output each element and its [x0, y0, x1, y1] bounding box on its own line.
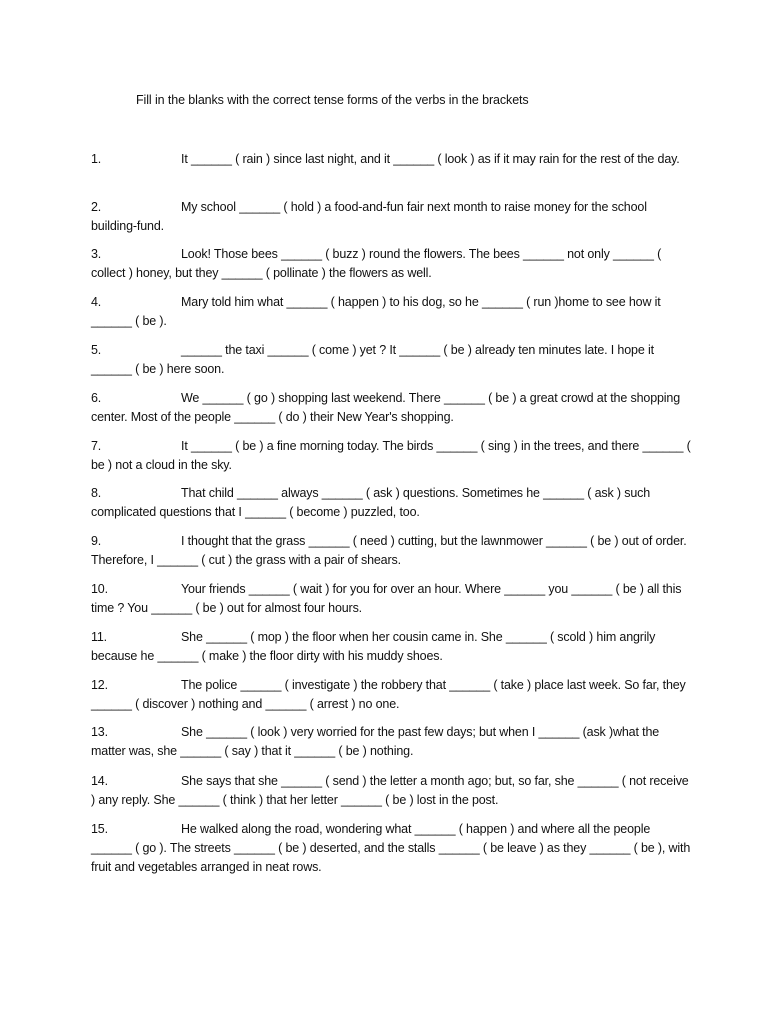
worksheet-instruction: Fill in the blanks with the correct tense forms of the verbs in the brackets — [136, 93, 529, 107]
question-text: It ______ ( be ) a fine morning today. The birds ______ ( sing ) in the trees, and there ______ ( be ) not a cloud in the sky. — [91, 439, 691, 472]
question-number: 14. — [91, 774, 108, 788]
question-item — [91, 245, 691, 283]
question-item — [91, 150, 691, 169]
question-item — [91, 820, 691, 877]
question-number: 13. — [91, 725, 108, 739]
question-text: Your friends ______ ( wait ) for you for over an hour. Where ______ you ______ ( be ) all this time ? You ______ ( be ) out for almost four hours. — [91, 582, 682, 615]
question-text: He walked along the road, wondering what ______ ( happen ) and where all the people ______ ( go ). The streets ______ ( be ) deserted, and the stalls ______ ( be leave ) as they ______ ( be ), with fruit and vegetables arranged in neat rows. — [91, 822, 691, 874]
question-text: She ______ ( look ) very worried for the past few days; but when I ______ (ask )what the matter was, she ______ ( say ) that it ______ ( be ) nothing. — [91, 725, 660, 758]
question-number: 12. — [91, 678, 108, 692]
question-text: Look! Those bees ______ ( buzz ) round the flowers. The bees ______ not only ______ ( collect ) honey, but they ______ ( pollinate ) the flowers as well. — [91, 247, 662, 280]
question-item — [91, 723, 691, 761]
question-number: 15. — [91, 822, 108, 836]
question-number: 11. — [91, 630, 107, 644]
question-number: 1. — [91, 152, 102, 166]
question-text: Mary told him what ______ ( happen ) to his dog, so he ______ ( run )home to see how it ______ ( be ). — [91, 295, 661, 328]
question-text: We ______ ( go ) shopping last weekend. There ______ ( be ) a great crowd at the shopping center. Most of the people ______ ( do ) their New Year's shopping. — [91, 391, 681, 424]
question-text: My school ______ ( hold ) a food-and-fun fair next month to raise money for the school building-fund. — [91, 200, 647, 233]
question-item — [91, 628, 691, 666]
question-number: 5. — [91, 343, 102, 357]
question-text: That child ______ always ______ ( ask ) questions. Sometimes he ______ ( ask ) such complicated questions that I ______ ( become ) puzzled, too. — [91, 486, 651, 519]
question-text: ______ the taxi ______ ( come ) yet ? It ______ ( be ) already ten minutes late. I hope it ______ ( be ) here soon. — [91, 343, 654, 376]
question-number: 9. — [91, 534, 102, 548]
question-number: 4. — [91, 295, 102, 309]
question-text: It ______ ( rain ) since last night, and it ______ ( look ) as if it may rain for the rest of the day. — [181, 152, 680, 166]
question-item — [91, 341, 691, 379]
question-number: 8. — [91, 486, 102, 500]
question-number: 7. — [91, 439, 102, 453]
question-item — [91, 772, 691, 810]
question-text: I thought that the grass ______ ( need ) cutting, but the lawnmower ______ ( be ) out of order. Therefore, I ______ ( cut ) the grass with a pair of shears. — [91, 534, 687, 567]
question-item — [91, 437, 691, 475]
question-number: 6. — [91, 391, 102, 405]
question-item — [91, 389, 691, 427]
question-item — [91, 676, 691, 714]
question-item — [91, 532, 691, 570]
question-number: 3. — [91, 247, 102, 261]
question-number: 10. — [91, 582, 108, 596]
question-text: The police ______ ( investigate ) the robbery that ______ ( take ) place last week. So far, they ______ ( discover ) nothing and ______ ( arrest ) no one. — [91, 678, 686, 711]
question-text: She ______ ( mop ) the floor when her cousin came in. She ______ ( scold ) him angrily because he ______ ( make ) the floor dirty with his muddy shoes. — [91, 630, 656, 663]
question-number: 2. — [91, 200, 102, 214]
question-item — [91, 484, 691, 522]
question-item — [91, 580, 691, 618]
question-item — [91, 293, 691, 331]
question-item — [91, 198, 691, 236]
question-text: She says that she ______ ( send ) the letter a month ago; but, so far, she ______ ( not receive ) any reply. She ______ ( think ) that her letter ______ ( be ) lost in the post. — [91, 774, 689, 807]
